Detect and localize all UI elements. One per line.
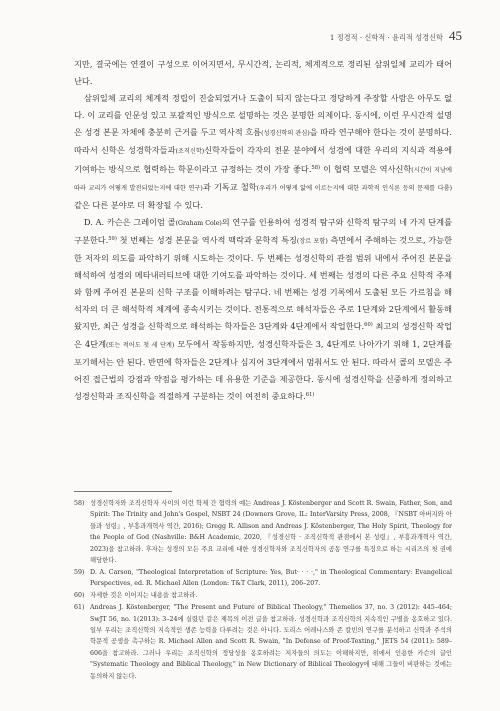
footnote-text: 자세한 것은 이어지는 내용을 참고하라. bbox=[90, 592, 198, 600]
p2-note-3: (시간이 지남에 따라 교리가 어떻게 발전되었는지에 대한 연구) bbox=[74, 166, 452, 192]
footnote-ref-61[interactable]: 61) bbox=[305, 391, 315, 398]
p3-note-3: (또는 적어도 첫 세 단계) bbox=[106, 341, 175, 349]
p3-text-6: 모두에서 작동하지만, 성경신학자들은 3, 4단계로 나아가기 위해 1, 2단계를 포기해서는 안 된다. 반면에 학자들은 2단계나 심지어 3단계에서 멈춰서도 안 된다. 따라서 콜의 모델은 주어진 접근법의 강점과 약점을 평가하는 데 유용한 기준을 제공한다. 동시에 성경신학을 신중하게 정의하고 성경신학과 조직신학을 적절하게 구분하는 것이 여전히 중요하다. bbox=[74, 338, 452, 401]
p2-text-5: 과 기독교 철학 bbox=[202, 181, 257, 192]
paragraph-2 bbox=[74, 90, 452, 214]
p2-text-4: 이 협력 모델은 역사신학 bbox=[320, 163, 412, 174]
footnote-text: Andreas J. Köstenberger, "The Present and Future of Biblical Theology," Themelios 37, no. 3 (2012): 445–464; SwJT 56, no. 1(2013): 3–24에 실렸던 같은 제목의 이전 글을 참고하라. 성경신학과 조직신학의 지속적인 구별을 옹호하고 있다. 일부 우리는 조직신학의 지속적인 생존 능력을 다루려는 것은 아니다. 도리스 어레나스와 존 칼빈의 연구를 분석하고 신학과 주석의 학문적 공생을 촉구하는 R. Michael Allen and Scott R. Swain, "In Defense of Proof-Texting," JETS 54 (2011): 589–606을 참고하라. 그러나 우리는 조직신학의 정당성을 옹호하려는 저자들의 의도는 이해하지만, 위에서 인용한 카슨의 글인 "Systematic Theology and Biblical Theology," in New Dictionary of Biblical Theology에 대해 그들이 비판하는 것에는 동의하지 않는다. bbox=[90, 604, 452, 680]
p2-note-1: (성경신학의 관심) bbox=[261, 130, 310, 138]
p2-text-3: 신학자들이 각자의 전문 분야에서 성경에 대한 우리의 지식과 적용에 기여하는 방식으로 협력하는 학문이라고 규정하는 것이 가장 좋다. bbox=[74, 145, 452, 174]
footnote bbox=[74, 498, 452, 566]
p3-note-1: (Graham Cole) bbox=[175, 219, 222, 227]
footnote-text: D. A. Carson, "Theological Interpretation of Scripture: Yes, But· · · ·," in Theological Commentary: Evangelical Perspectives, ed. R. Michael Allen (London: T&T Clark, 2011), 206–207. bbox=[90, 568, 452, 588]
running-header bbox=[330, 28, 462, 44]
footnote-number: 58) bbox=[74, 500, 85, 507]
footnote-ref-60[interactable]: 60) bbox=[364, 322, 373, 329]
footnote-ref-59[interactable]: 59) bbox=[108, 235, 117, 242]
p2-text-2: 을 따라 연구해야 한다는 것이 분명하다. 따라서 신학은 성경학자들과 bbox=[74, 127, 452, 156]
footnote-ref-58[interactable]: 58) bbox=[311, 164, 321, 171]
paragraph-1: 지만, 결국에는 연결이 구성으로 이어지면서, 무시간적, 논리적, 체계적으로 정리된 삼위일체 교리가 태어난다. bbox=[74, 59, 452, 87]
p2-note-4: (우리가 어떻게 앎에 이르는지에 대한 과학적 인식론 등의 문제를 다룸) bbox=[256, 184, 453, 192]
main-body bbox=[74, 56, 452, 405]
footnote bbox=[74, 602, 452, 682]
footnote-number: 59) bbox=[74, 568, 85, 576]
paragraph-3 bbox=[74, 214, 452, 405]
page-number: 45 bbox=[449, 28, 462, 43]
chapter-title: 1 정경적 · 신학적 · 윤리적 성경신학 bbox=[329, 33, 443, 42]
p2-text-6: 같은 다른 분야로 더 확장될 수 있다. bbox=[74, 199, 203, 210]
p3-note-2: (장르 포함) bbox=[296, 237, 328, 245]
p3-text-3: 첫 번째는 성경 본문을 역사적 맥락과 문학적 특징 bbox=[116, 234, 297, 245]
p2-text-1: 삼위일체 교리의 체계적 정립이 진술되었거나 도출이 되지 않는다고 정당하게 주장할 사람은 아무도 없다. 이 교리를 인문성 있고 포괄적인 방식으로 설명하는 것은 분명한 의제이다. 동시에, 이런 무시간적 설명은 성경 본문 자체에 충분히 근거를 두고 역사적 흐름 bbox=[74, 93, 452, 138]
footnote bbox=[74, 590, 452, 601]
footnote-divider bbox=[74, 491, 172, 492]
p3-text-1: D. A. 카슨은 그레이엄 콜 bbox=[84, 216, 176, 227]
footnote-number: 60) bbox=[74, 592, 85, 600]
p3-text-2: 의 연구를 인용하여 성경적 탐구와 신학적 탐구의 네 가지 단계를 구분한다. bbox=[74, 216, 453, 245]
footnote-number: 61) bbox=[74, 604, 85, 612]
footnote bbox=[74, 567, 452, 590]
footnotes bbox=[74, 498, 452, 683]
p2-note-2: (조직신학) bbox=[175, 148, 205, 156]
p3-text-5: 최고의 성경신학 작업은 4단계 bbox=[74, 321, 452, 349]
footnote-text: 성경신학자와 조직신학자 사이의 이런 학제 간 협력의 예는 Andreas J. Köstenberger and Scott R. Swain, Father, Son, and Spirit: The Trinity and John's Gospel, NSBT 24 (Downers Grove, IL: InterVarsity Press, 2008, 『NSBT 아버지와 아들과 성령』, 부흥과개혁사 역간, 2016); Gregg R. Allison and Andreas J. Köstenberger, The Holy Spirit, Theology for the People of God (Nashville: B&H Academic, 2020, 『성경신학 · 조직신학적 관점에서 본 성령』, 부흥과개혁사 역간, 2023)을 참고하라. 후자는 성경의 모든 주요 교리에 대한 성경신학자와 조직신학자의 공동 연구를 특징으로 하는 시리즈의 첫 권에 해당한다. bbox=[90, 500, 452, 565]
p3-text-4: 측면에서 주해하는 것으로, 가능한 한 저자의 의도를 파악하기 위해 시도하는 것이다. 두 번째는 성경신학의 관점 범위 내에서 주어진 본문을 해석하여 성경의 메타내러티브에 대한 기여도를 파악하는 것이다. 세 번째는 성경의 다른 주요 신학적 주제와 함께 주어진 본문의 신학 구조를 이해하려는 탐구다. 네 번째는 성경 기록에서 도출된 모든 가르침을 해석자의 더 큰 해석학적 체계에 종속시키는 것이다. 전통적으로 해석자들은 주로 1단계와 2단계에서 활동해 왔지만, 최근 성경을 신학적으로 해석하는 학자들은 3단계와 4단계에서 작업한다. bbox=[74, 234, 453, 332]
